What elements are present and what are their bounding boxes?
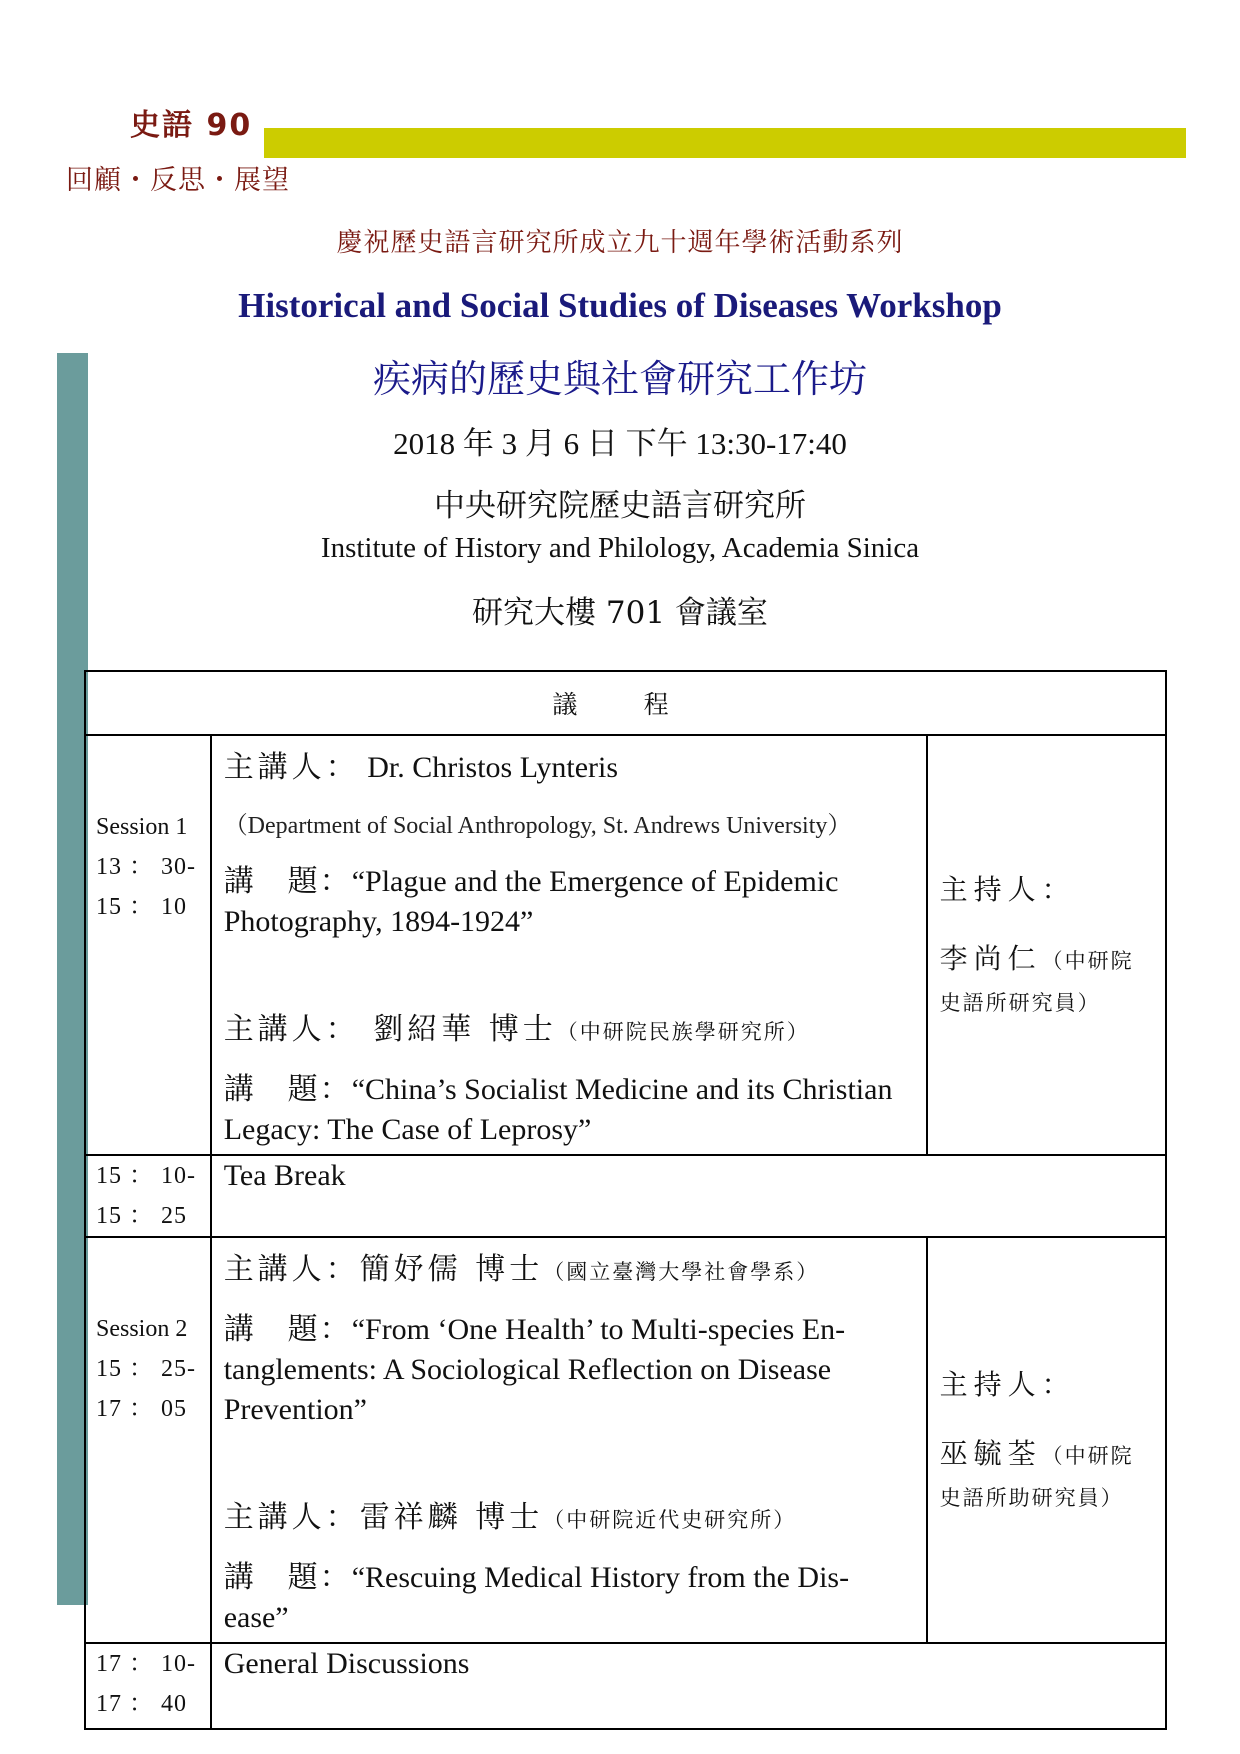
session-1-time-start: 13 ： 30- (96, 854, 196, 880)
speaker-name: 簡妤儒 博士 (359, 1252, 544, 1287)
topic-prefix: 講 題： (223, 864, 352, 899)
session-2-content (211, 1237, 927, 1643)
tea-break-time-cell (85, 1155, 211, 1237)
speaker-1-line (224, 748, 914, 788)
speaker-affiliation: （中研院民族學研究所） (556, 1020, 810, 1044)
host-affiliation-end: 史語所研究員） (939, 990, 1101, 1015)
event-series: 慶祝歷史語言研究所成立九十週年學術活動系列 (336, 228, 904, 258)
topic-2-line (224, 1070, 914, 1150)
topic-1-line (224, 862, 914, 942)
tea-break-time-end: 15 ： 25 (96, 1203, 187, 1229)
discussion-label: General Discussions (211, 1643, 1166, 1729)
topic-title: “Plague and the Emergence of Epidemic Photography, 1894-1924” (223, 865, 839, 938)
speaker-affiliation: （中研院近代史研究所） (543, 1508, 797, 1532)
topic-title: “Rescuing Medical History from the Dis-ease” (223, 1561, 850, 1634)
session-2-label: Session 2 (96, 1316, 188, 1342)
header-accent-bar (264, 128, 1186, 158)
agenda-header-row (85, 671, 1166, 735)
host-label: 主持人： (939, 1369, 1076, 1401)
session-2-host-cell (927, 1237, 1166, 1643)
tea-break-row (85, 1155, 1166, 1237)
session-2-time-start: 15 ： 25- (96, 1356, 196, 1382)
host-label: 主持人： (939, 874, 1076, 906)
discussion-time-end: 17 ： 40 (96, 1691, 187, 1717)
session-1-content (211, 735, 927, 1155)
session-1-host-cell (927, 735, 1166, 1155)
speaker-prefix: 主講人： (223, 1500, 360, 1535)
host-affiliation-start: （中研院 (1041, 948, 1134, 973)
host-name-line (940, 938, 1153, 983)
speaker-prefix: 主講人： (223, 1252, 360, 1287)
speaker-name: 雷祥麟 博士 (359, 1500, 544, 1535)
topic-title: “From ‘One Health’ to Multi-species En-tanglements: A Sociological Reflection on Disease Prevention” (223, 1313, 846, 1426)
topic-title: “China’s Socialist Medicine and its Christian Legacy: The Case of Leprosy” (223, 1073, 893, 1146)
speaker-prefix: 主講人： (223, 750, 360, 785)
discussion-time-cell (85, 1643, 211, 1729)
session-2-time-end: 17 ： 05 (96, 1396, 187, 1422)
host-affiliation-end: 史語所助研究員） (939, 1485, 1124, 1510)
topic-1-line (224, 1310, 914, 1430)
session-1-label: Session 1 (96, 814, 188, 840)
session-2-row (85, 1237, 1166, 1643)
topic-prefix: 講 題： (223, 1072, 352, 1107)
speaker-prefix: 主講人： (223, 1012, 360, 1047)
topic-2-line (224, 1558, 914, 1638)
logo-tagline: 回顧・反思・展望 (66, 165, 290, 196)
speaker-name: 劉紹華 博士 (359, 1012, 557, 1047)
topic-prefix: 講 題： (223, 1560, 352, 1595)
venue-zh: 中央研究院歷史語言研究所 (434, 488, 806, 524)
discussion-row (85, 1643, 1166, 1729)
speaker-name: Dr. Christos Lynteris (359, 751, 619, 784)
topic-prefix: 講 題： (223, 1312, 352, 1347)
host-affiliation-start: （中研院 (1041, 1443, 1134, 1468)
speaker-2-line (224, 1010, 914, 1052)
host-name: 巫毓荃 (939, 1438, 1042, 1470)
session-1-time-cell (85, 735, 211, 1155)
session-2-time-cell (85, 1237, 211, 1643)
venue-en: Institute of History and Philology, Academia Sinica (320, 532, 920, 564)
speaker-affiliation: （國立臺灣大學社會學系） (543, 1260, 820, 1284)
event-date: 2018 年 3 月 6 日 下午 13:30-17:40 (393, 426, 847, 461)
workshop-title-zh: 疾病的歷史與社會研究工作坊 (372, 357, 867, 401)
speaker-1-line (224, 1250, 914, 1292)
agenda-heading: 議 程 (85, 671, 1166, 735)
speaker-affiliation: （Department of Social Anthropology, St. Andrews University） (223, 813, 852, 839)
tea-break-label: Tea Break (211, 1155, 1166, 1237)
tea-break-time-start: 15 ： 10- (96, 1163, 196, 1189)
session-1-row (85, 735, 1166, 1155)
anniversary-logo: 史語 90 (130, 108, 253, 143)
room: 研究大樓 701 會議室 (472, 595, 768, 631)
host-name: 李尚仁 (939, 943, 1042, 975)
workshop-title-en: Historical and Social Studies of Diseases Workshop (238, 286, 1002, 325)
host-name-line (940, 1433, 1153, 1478)
speaker-2-line (224, 1498, 914, 1540)
session-1-time-end: 15 ： 10 (96, 894, 187, 920)
agenda-table (84, 670, 1167, 1730)
discussion-time-start: 17 ： 10- (96, 1651, 196, 1677)
